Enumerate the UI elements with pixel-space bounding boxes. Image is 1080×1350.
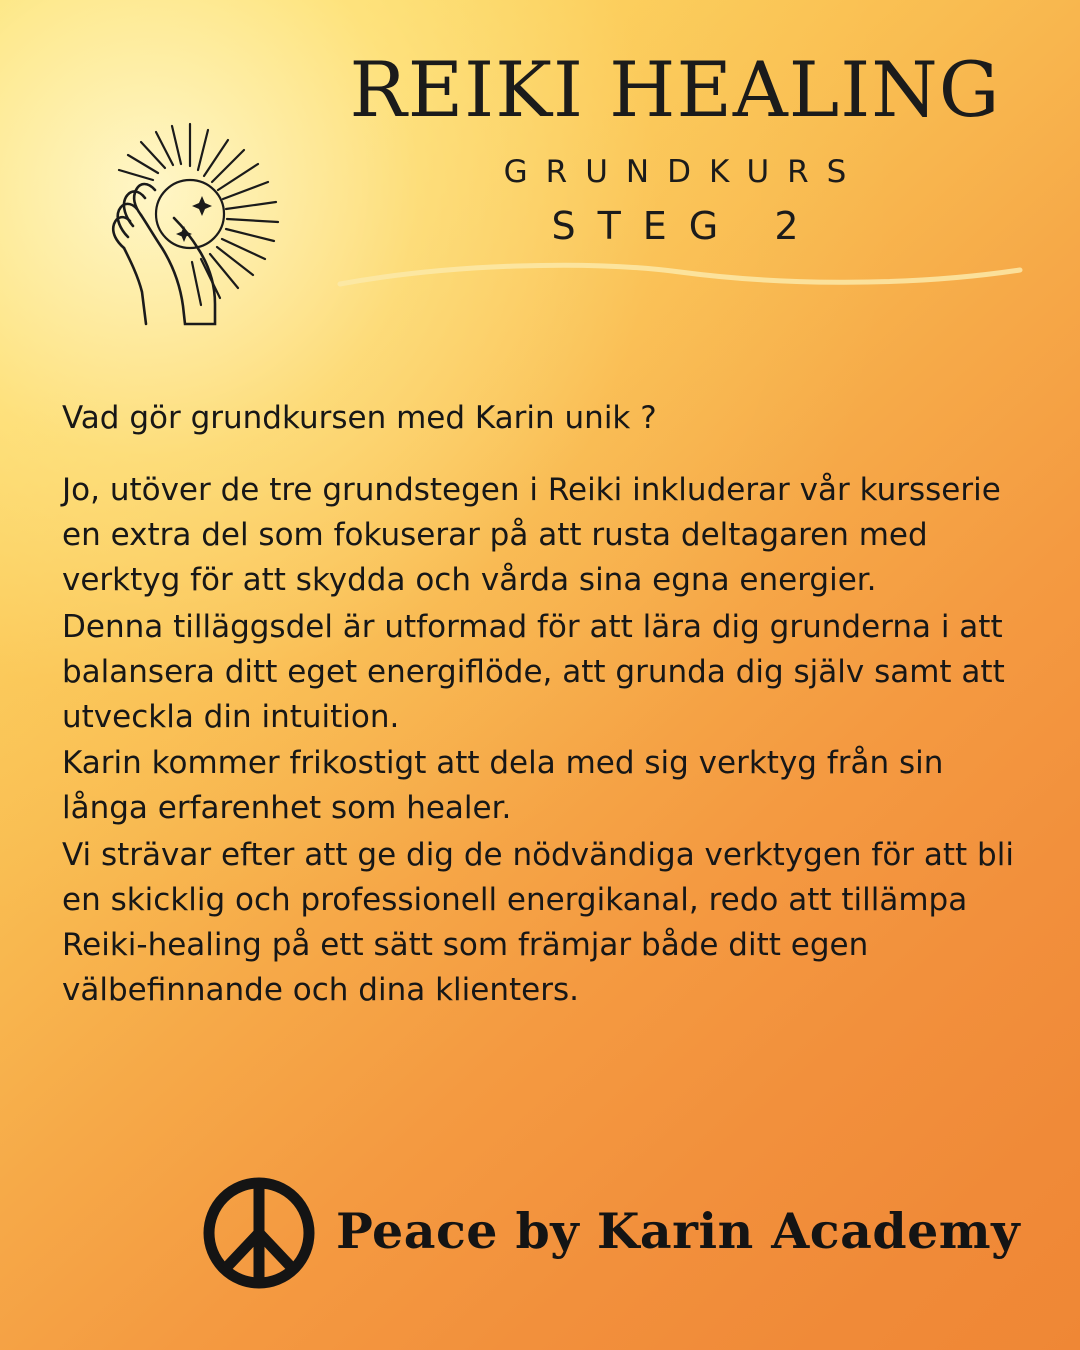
peace-sign-icon bbox=[200, 1174, 318, 1292]
brand-name: Peace by Karin Academy bbox=[336, 1202, 1021, 1260]
poster-header bbox=[0, 0, 1080, 340]
page-title: REIKI HEALING bbox=[349, 45, 1001, 134]
title-block bbox=[310, 45, 1040, 248]
paragraph-4: Vi strävar efter att ge dig de nödvändiga verktygen för att bli en skicklig och professionell energikanal, redo att tillämpa Reiki-healing på ett sätt som främjar både ditt egen välbefinnande och dina klienters. bbox=[62, 837, 1014, 1009]
course-type-label: GRUNDKURS bbox=[503, 154, 865, 190]
poster-footer bbox=[0, 1174, 1080, 1314]
paragraph-2: Denna tilläggsdel är utformad för att lära dig grunderna i att balansera ditt eget energiflöde, att grunda dig själv samt att utveckla din intuition. bbox=[62, 608, 1005, 735]
course-step-label: STEG 2 bbox=[551, 204, 821, 248]
body-copy bbox=[62, 398, 1022, 1013]
lead-question: Vad gör grundkursen med Karin unik ? bbox=[62, 400, 657, 436]
paragraph-3: Karin kommer frikostigt att dela med sig verktyg från sin långa erfarenhet som healer. bbox=[62, 745, 944, 827]
paragraph-1: Jo, utöver de tre grundstegen i Reiki inkluderar vår kursserie en extra del som fokuserar på att rusta deltagaren med verktyg för att skydda och vårda sina egna energier. bbox=[62, 471, 1001, 598]
praying-hands-with-sun-rays-icon bbox=[52, 78, 302, 328]
wave-swoosh-divider bbox=[330, 258, 1030, 298]
